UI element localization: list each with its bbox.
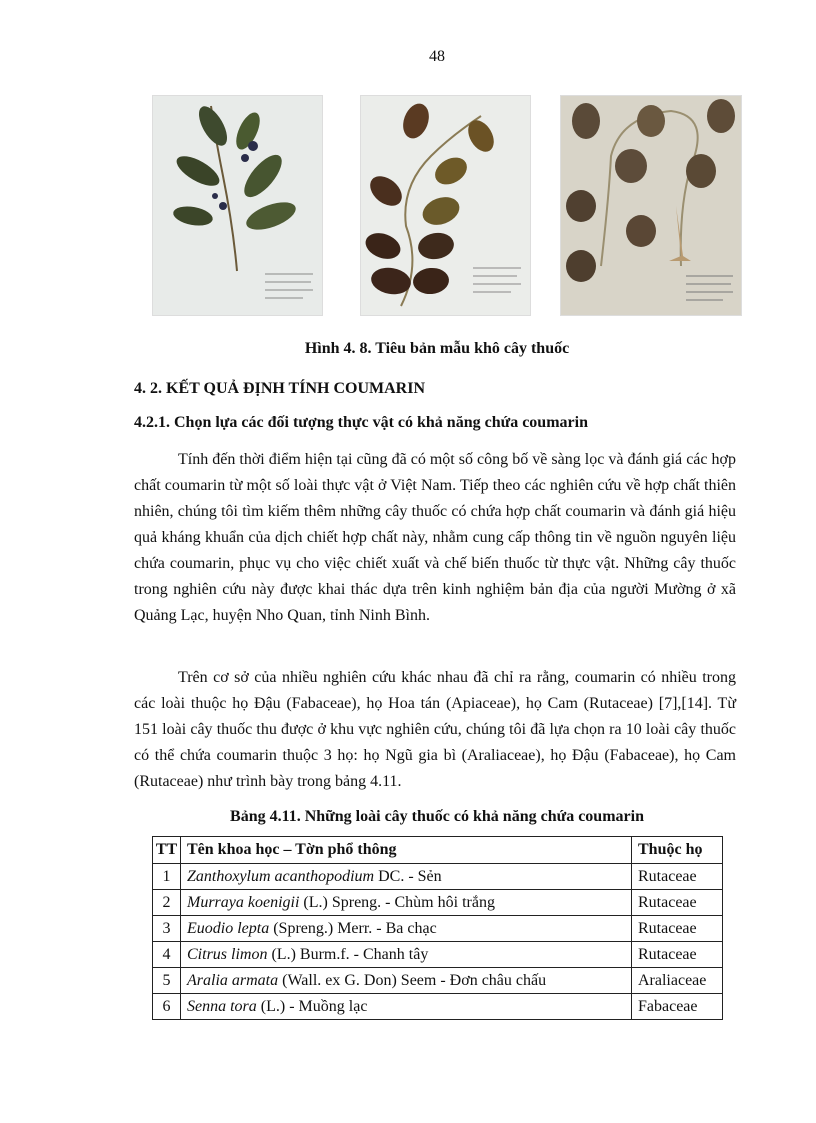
- scientific-name: Citrus limon: [187, 945, 268, 963]
- plant-specimen-icon: [361, 96, 530, 315]
- row-number: 5: [153, 968, 181, 994]
- scientific-name: Euodio lepta: [187, 919, 270, 937]
- species-name: [181, 968, 632, 994]
- family-name: Rutaceae: [632, 916, 723, 942]
- specimen-image-3: [560, 95, 742, 316]
- family-name: Rutaceae: [632, 864, 723, 890]
- family-name: Rutaceae: [632, 890, 723, 916]
- row-number: 6: [153, 994, 181, 1020]
- common-name: (L.) Burm.f. - Chanh tây: [267, 945, 429, 963]
- family-name: Fabaceae: [632, 994, 723, 1020]
- species-name: [181, 916, 632, 942]
- page-number: 48: [429, 48, 445, 65]
- common-name: DC. - Sẻn: [374, 867, 442, 885]
- scientific-name: Senna tora: [187, 997, 257, 1015]
- row-number: 3: [153, 916, 181, 942]
- table-row: [153, 994, 723, 1020]
- specimen-image-2: [360, 95, 531, 316]
- plant-specimen-icon: [561, 96, 741, 315]
- family-name: Rutaceae: [632, 942, 723, 968]
- species-name: [181, 942, 632, 968]
- family-name: Araliaceae: [632, 968, 723, 994]
- scientific-name: Aralia armata: [187, 971, 279, 989]
- section-heading: 4. 2. KẾT QUẢ ĐỊNH TÍNH COUMARIN: [134, 380, 425, 397]
- common-name: (Wall. ex G. Don) Seem - Đơn châu chấu: [278, 971, 547, 989]
- common-name: (L.) Spreng. - Chùm hôi trắng: [299, 893, 495, 911]
- scientific-name: Zanthoxylum acanthopodium: [187, 867, 375, 885]
- table-row: [153, 864, 723, 890]
- figure-caption: Hình 4. 8. Tiêu bản mẫu khô cây thuốc: [304, 340, 570, 357]
- column-header-name: Tên khoa học – Tờn phổ thông: [181, 837, 632, 864]
- specimen-image-1: [152, 95, 323, 316]
- table-row: [153, 942, 723, 968]
- row-number: 2: [153, 890, 181, 916]
- species-name: [181, 994, 632, 1020]
- column-header-family: Thuộc họ: [632, 837, 723, 864]
- body-paragraph: Tính đến thời điểm hiện tại cũng đã có một số công bố về sàng lọc và đánh giá các hợp chất coumarin từ một số loài thực vật ở Việt Nam. Tiếp theo các nghiên cứu về hợp chất thiên nhiên, chúng tôi tìm kiếm thêm những cây thuốc có chứa hợp chất coumarin và đánh giá hiệu quả kháng khuẩn của dịch chiết hợp chất này, nhằm cung cấp thông tin về nguồn nguyên liệu chứa coumarin, phục vụ cho việc chiết xuất và chế biến thuốc từ thực vật. Những cây thuốc trong nghiên cứu này được khai thác dựa trên kinh nghiệm bản địa của người Mường ở xã Quảng Lạc, huyện Nho Quan, tỉnh Ninh Bình.: [134, 451, 736, 624]
- species-name: [181, 890, 632, 916]
- subsection-heading: 4.2.1. Chọn lựa các đối tượng thực vật có khả năng chứa coumarin: [134, 414, 588, 431]
- table-row: [153, 916, 723, 942]
- species-name: [181, 864, 632, 890]
- table-row: [153, 890, 723, 916]
- body-paragraph: Trên cơ sở của nhiều nghiên cứu khác nhau đã chỉ ra rằng, coumarin có nhiều trong các loài thuộc họ Đậu (Fabaceae), họ Hoa tán (Apiaceae), họ Cam (Rutaceae) [7],[14]. Từ 151 loài cây thuốc thu được ở khu vực nghiên cứu, chúng tôi đã lựa chọn ra 10 loài cây thuốc có thể chứa coumarin thuộc 3 họ: họ Ngũ gia bì (Araliaceae), họ Đậu (Fabaceae), họ Cam (Rutaceae) như trình bày trong bảng 4.11.: [134, 669, 736, 790]
- common-name: (Spreng.) Merr. - Ba chạc: [269, 919, 437, 937]
- row-number: 4: [153, 942, 181, 968]
- species-table: [152, 836, 723, 1020]
- common-name: (L.) - Muồng lạc: [256, 997, 368, 1015]
- specimen-figure: [152, 95, 742, 314]
- table-row: [153, 968, 723, 994]
- column-header-tt: TT: [153, 837, 181, 864]
- plant-specimen-icon: [153, 96, 322, 315]
- row-number: 1: [153, 864, 181, 890]
- scientific-name: Murraya koenigii: [187, 893, 300, 911]
- table-caption: Bảng 4.11. Những loài cây thuốc có khả năng chứa coumarin: [230, 808, 644, 825]
- table-header-row: [153, 837, 723, 864]
